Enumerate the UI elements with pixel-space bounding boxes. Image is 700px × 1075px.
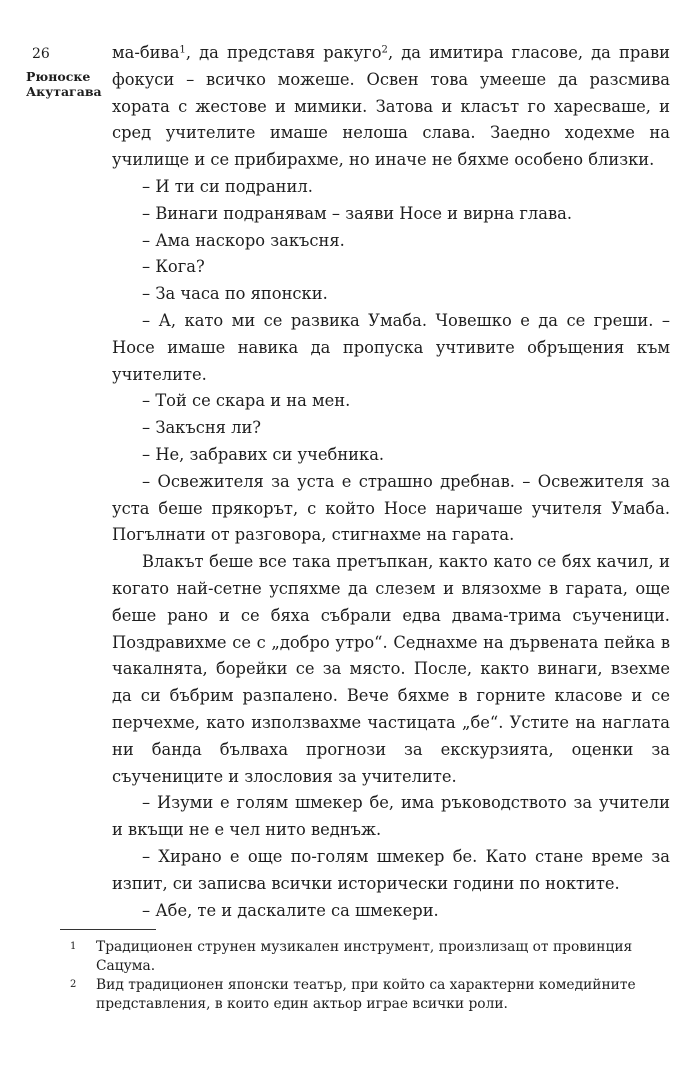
footnote-number: 2: [70, 979, 77, 990]
paragraph: – Закъсня ли?: [142, 418, 262, 438]
paragraph: – Винаги подранявам – заяви Носе и вирна глава.: [142, 203, 573, 223]
author-last-name: Акутагава: [26, 84, 102, 99]
footnote-divider: [60, 929, 156, 930]
paragraph-text: ма-бива: [112, 43, 180, 62]
footnote-ref-2: 2: [381, 44, 388, 56]
paragraph: – За часа по японски.: [142, 284, 328, 304]
paragraph: – Ама наскоро закъсня.: [142, 230, 345, 250]
paragraph-continued: [112, 40, 670, 174]
footnote-2: [60, 976, 672, 1014]
footnotes: [60, 938, 672, 1014]
footnote-ref-1: 1: [179, 44, 186, 56]
paragraph: – Хирано е още по-голям шмекер бе. Като стане време за изпит, си записва всички исторически години по ноктите.: [112, 846, 670, 893]
body-text: [112, 40, 670, 924]
paragraph: – Изуми е голям шмекер бе, има ръководството за учители и вкъщи не е чел нито веднъж.: [112, 793, 670, 840]
paragraph: – Не, забравих си учебника.: [142, 444, 385, 464]
footnote-text: Вид традиционен японски театър, при който са характерни комедийните представления, в които един актьор играе всички роли.: [96, 977, 636, 1012]
paragraph-text: , да представя ракуго: [185, 43, 382, 62]
paragraph: – А, като ми се развика Умаба. Човешко е да се греши. – Носе имаше навика да пропуска учтивите обръщения към учителите.: [112, 310, 670, 384]
paragraph: – Освежителя за уста е страшно дребнав. – Освежителя за уста беше прякорът, с който Носе наричаше учителя Умаба. Погълнати от разговора, стигнахме на гарата.: [112, 471, 670, 545]
paragraph: – Абе, те и даскалите са шмекери.: [142, 900, 439, 920]
paragraph-text: , да имитира гласове, да прави фокуси – всичко можеше. Освен това умееше да разсмива хората с жестове и мимики. Затова и класът го харесваше, и сред учителите имаше нелоша слава. Заедно ходехме на училище и се прибирахме, но иначе не бяхме особено близки.: [112, 43, 670, 170]
footnote-number: 1: [70, 941, 77, 952]
footnote-text: Традиционен струнен музикален инструмент, произлизащ от провинция Сацума.: [96, 939, 633, 974]
footnote-1: [60, 938, 672, 976]
running-head-author: [26, 69, 102, 99]
paragraph: – И ти си подранил.: [142, 176, 313, 196]
paragraph: – Кога?: [142, 257, 205, 277]
paragraph: Влакът беше все така претъпкан, както като се бях качил, и когато най-сетне успяхме да слезем и влязохме в гарата, още беше рано и се бяха събрали едва двама-трима съученици. Поздравихме се с „добро утро“. Седнахме на дървената пейка в чакалнята, борейки се за място. После, както винаги, взехме да си бъбрим разпалено. Вече бяхме в горните класове и се перчехме, като използвахме частицата „бе“. Устите на наглата ни банда бълваха прогнози за екскурзията, оценки за съучениците и злословия за учителите.: [112, 552, 670, 786]
author-first-name: Рюноске: [26, 69, 91, 84]
page-number: 26: [32, 46, 50, 62]
paragraph: – Той се скара и на мен.: [142, 391, 351, 411]
